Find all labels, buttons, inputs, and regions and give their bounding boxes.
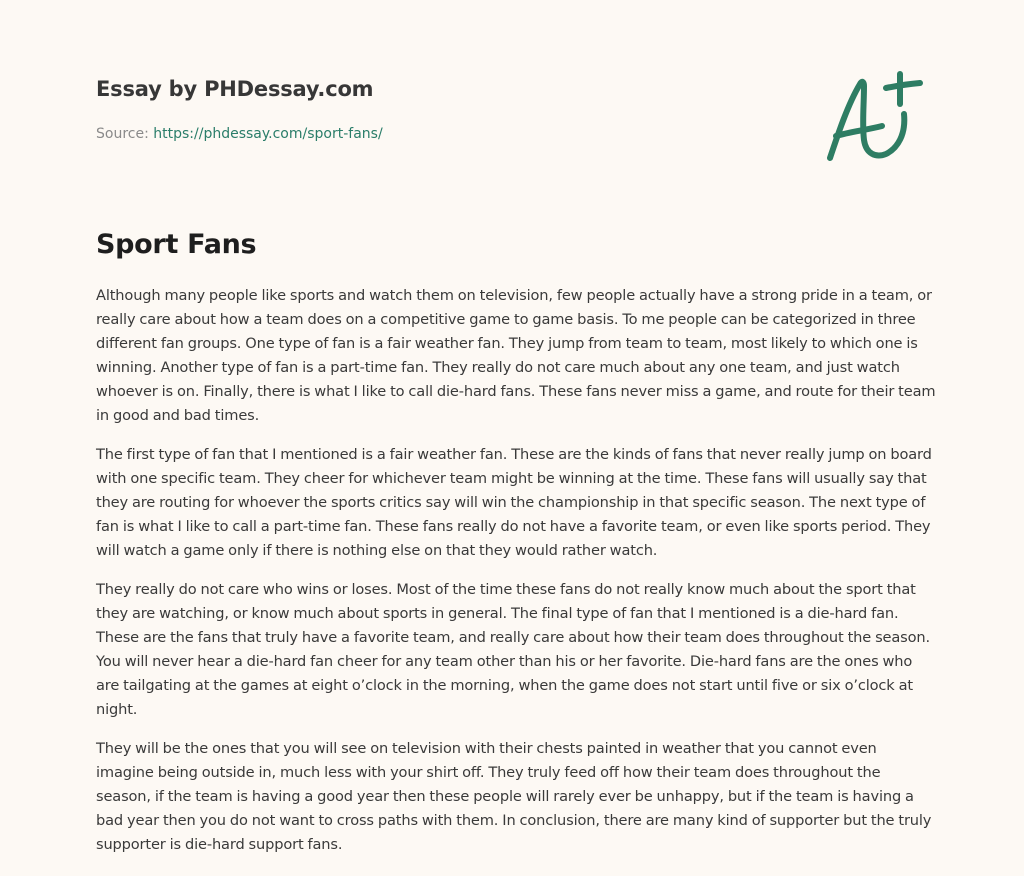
essay-title: Sport Fans	[96, 229, 257, 260]
essay-paragraph: The first type of fan that I mentioned is a fair weather fan. These are the kinds of fans that never really jump on board with one specific team. They cheer for whichever team might be winning at the time. These fans will usually say that they are routing for whoever the sports critics say will win the championship in that specific season. The next type of fan is what I like to call a part-time fan. These fans really do not have a favorite team, or even like sports period. They will watch a game only if there is nothing else on that they would rather watch.	[96, 446, 932, 559]
site-title: Essay by PHDessay.com	[96, 77, 374, 101]
essay-paragraph: Although many people like sports and watch them on television, few people actually have a strong pride in a team, or really care about how a team does on a competitive game to game basis. To me people can be categorized in three different fan groups. One type of fan is a fair weather fan. They jump from team to team, most likely to which one is winning. Another type of fan is a part-time fan. They really do not care much about any one team, and just watch whoever is on. Finally, there is what I like to call die-hard fans. These fans never miss a game, and route for their team in good and bad times.	[96, 287, 936, 424]
source-line	[96, 124, 696, 144]
essay-paragraph: They really do not care who wins or loses. Most of the time these fans do not really know much about the sport that they are watching, or know much about sports in general. The final type of fan that I mentioned is a die-hard fan. These are the fans that truly have a favorite team, and really care about how their team does throughout the season. You will never hear a die-hard fan cheer for any team other than his or her favorite. Die-hard fans are the ones who are tailgating at the games at eight o’clock in the morning, when the game does not start until five or six o’clock at night.	[96, 581, 930, 718]
essay-body	[96, 284, 936, 872]
source-label: Source:	[96, 126, 149, 142]
a-plus-grade-icon	[820, 64, 930, 168]
page-header	[96, 74, 696, 144]
source-link[interactable]: https://phdessay.com/sport-fans/	[153, 126, 383, 142]
essay-paragraph: They will be the ones that you will see on television with their chests painted in weather that you cannot even imagine being outside in, much less with your shirt off. They truly feed off how their team does throughout the season, if the team is having a good year then these people will rarely ever be unhappy, but if the team is having a bad year then you do not want to cross paths with them. In conclusion, there are many kind of supporter but the truly supporter is die-hard support fans.	[96, 740, 932, 853]
